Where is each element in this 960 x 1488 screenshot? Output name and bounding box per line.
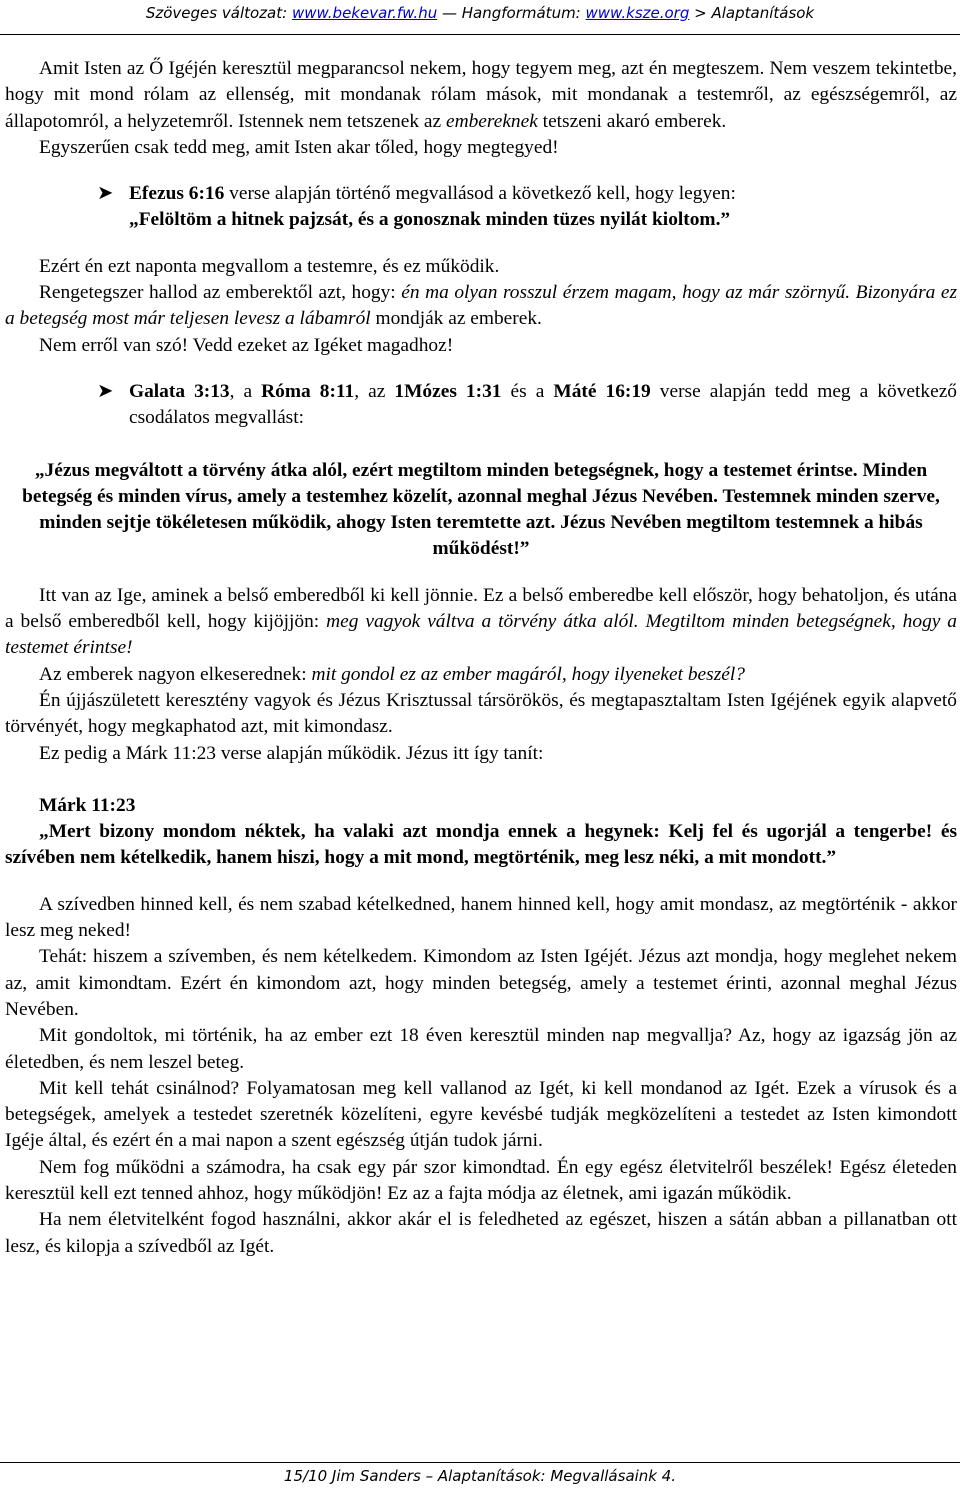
paragraph-2: Egyszerűen csak tedd meg, amit Isten akar tőled, hogy megtegyed! [39,136,559,158]
p1-text: Amit Isten az Ő Igéjén keresztül megparancsol nekem, hogy tegyem meg, azt én megteszem. Nem veszem tekintetbe, hogy mit mond rólam az ellenség, mit mondanak rólam mások, mit mondanak a testemről, az egészségemről, az állapotomról, a helyzetemről. Istennek nem tetszenek az [5,58,957,132]
arrow-bullet-icon: ➤ [97,380,114,402]
sep-text: , az [354,380,395,402]
footer-divider [0,1462,960,1463]
p6-text: Itt van az Ige, aminek a belső emberedből ki kell jönnie. Ez a belső emberedbe kell először, hogy behatoljon, és utána a belső emberedből kell, hogy kijöjjön: [5,584,957,633]
header-suffix: > Alaptanítások [689,4,815,22]
galatians-text: verse alapján tedd meg a következő csodálatos megvallást: [129,380,958,429]
p7-text: Az emberek nagyon elkeserednek: [39,663,312,685]
p1-text-end: tetszeni akaró emberek. [537,110,727,132]
bekevar-link[interactable]: www.bekevar.fw.hu [291,4,438,22]
sep-text: , a [229,380,262,402]
header-divider [0,34,960,35]
p4-emph: én ma olyan rosszul érzem magam, hogy az már szörnyű. Bizonyára ez a betegség most már teljesen levesz a lábamról [5,282,958,330]
page-footer: 15/10 Jim Sanders – Alaptanítások: Megvallásaink 4. [283,1467,677,1485]
header-prefix: Szöveges változat: [145,4,292,22]
paragraph-8: Én újjászületett keresztény vagyok és Jézus Krisztussal társörökös, és megtapasztaltam Isten Igéjének egyik alapvető törvényét, hogy megkaphatod azt, mit kimondasz. [5,689,957,738]
confession-quote: „Jézus megváltott a törvény átka alól, ezért megtiltom minden betegségnek, hogy a testemet érintse. Minden betegség és minden vírus, amely a testemhez közelít, azonnal meghal Jézus Nevében. Testemnek minden szerve, minden sejtje tökéletesen működik, ahogy Isten teremtette azt. Jézus Nevében megtiltom testemnek a hibás működést!” [22,459,940,560]
bullet-ephesians [5,181,957,234]
page-header [0,0,960,36]
p4-text-end: mondják az emberek. [370,308,542,330]
paragraph-13: Mit kell tehát csinálnod? Folyamatosan meg kell vallanod az Igét, ki kell mondanod az Igét. Ezek a vírusok és a betegségek, amelyek a testedet szeretnék közelíteni, egyre kevésbé tudják megközelíteni a testedet az Isten kimondott Igéje által, és ezért én a mai napon a szent egészség útján tudok járni. [5,1077,957,1152]
p1-emph: embereknek [445,110,538,132]
sep-text: és a [501,380,554,402]
mark-heading: Márk 11:23 [39,794,136,816]
paragraph-5: Nem erről van szó! Vedd ezeket az Igéket magadhoz! [39,334,454,356]
paragraph-11: Tehát: hiszem a szívemben, és nem kételkedem. Kimondom az Isten Igéjét. Jézus azt mondja, hogy meglehet nekem az, amit kimondtam. Ezért én kimondom azt, hogy minden betegség, amely a testemet érinti, azonnal meghal Jézus Nevében. [5,946,957,1020]
paragraph-15: Ha nem életvitelként fogod használni, akkor akár el is feledheted az egészet, hiszen a sátán abban a pillanatban ott lesz, és kilopja a szívedből az Igét. [5,1209,957,1257]
mark-quote: „Mert bizony mondom néktek, ha valaki azt mondja ennek a hegynek: Kelj fel és ugorjál a tengerbe! és szívében nem kételkedik, hanem hiszi, hogy a mit mond, megtörténik, meg lesz néki, a mit mondott.” [5,821,957,869]
p4-text: Rengetegszer hallod az emberektől azt, hogy: [39,282,402,304]
paragraph-6 [5,583,957,662]
paragraph-14: Nem fog működni a számodra, ha csak egy pár szor kimondtad. Én egy egész életvitelről beszélek! Egész életeden keresztül kell ezt tenned ahhoz, hogy működjön! Ez az a fajta módja az életnek, ami igazán működik. [5,1156,957,1204]
ephesians-ref: Efezus 6:16 [129,183,225,205]
paragraph-1 [5,56,957,135]
ephesians-text: verse alapján történő megvallásod a következő kell, hogy legyen: [224,183,736,205]
ksze-link[interactable]: www.ksze.org [585,4,690,22]
romans-ref: Róma 8:11 [261,380,355,402]
paragraph-12: Mit gondoltok, mi történik, ha az ember ezt 18 éven keresztül minden nap megvallja? Az, hogy az igazság jön az életedben, és nem leszel beteg. [5,1025,957,1073]
ephesians-quote: „Felöltöm a hitnek pajzsát, és a gonosznak minden tüzes nyilát kioltom.” [129,209,731,231]
paragraph-7 [5,662,957,688]
paragraph-10: A szívedben hinned kell, és nem szabad kételkedned, hanem hinned kell, hogy amit mondasz, az megtörténik - akkor lesz meg neked! [5,893,957,942]
p6-emph: meg vagyok váltva a törvény átka alól. Megtiltom minden betegségnek, hogy a testemet érintse! [5,611,957,659]
matthew-ref: Máté 16:19 [553,380,651,402]
bullet-galatians [5,379,957,432]
galatians-ref: Galata 3:13 [129,380,230,402]
header-mid: — Hangformátum: [437,4,586,22]
paragraph-4 [5,280,957,333]
genesis-ref: 1Mózes 1:31 [394,380,502,402]
paragraph-3: Ezért én ezt naponta megvallom a testemre, és ez működik. [39,255,500,277]
document-body [5,56,957,1260]
arrow-bullet-icon: ➤ [97,183,114,205]
paragraph-9: Ez pedig a Márk 11:23 verse alapján működik. Jézus itt így tanít: [39,742,544,764]
p7-emph: mit gondol ez az ember magáról, hogy ilyeneket beszél? [311,663,745,685]
